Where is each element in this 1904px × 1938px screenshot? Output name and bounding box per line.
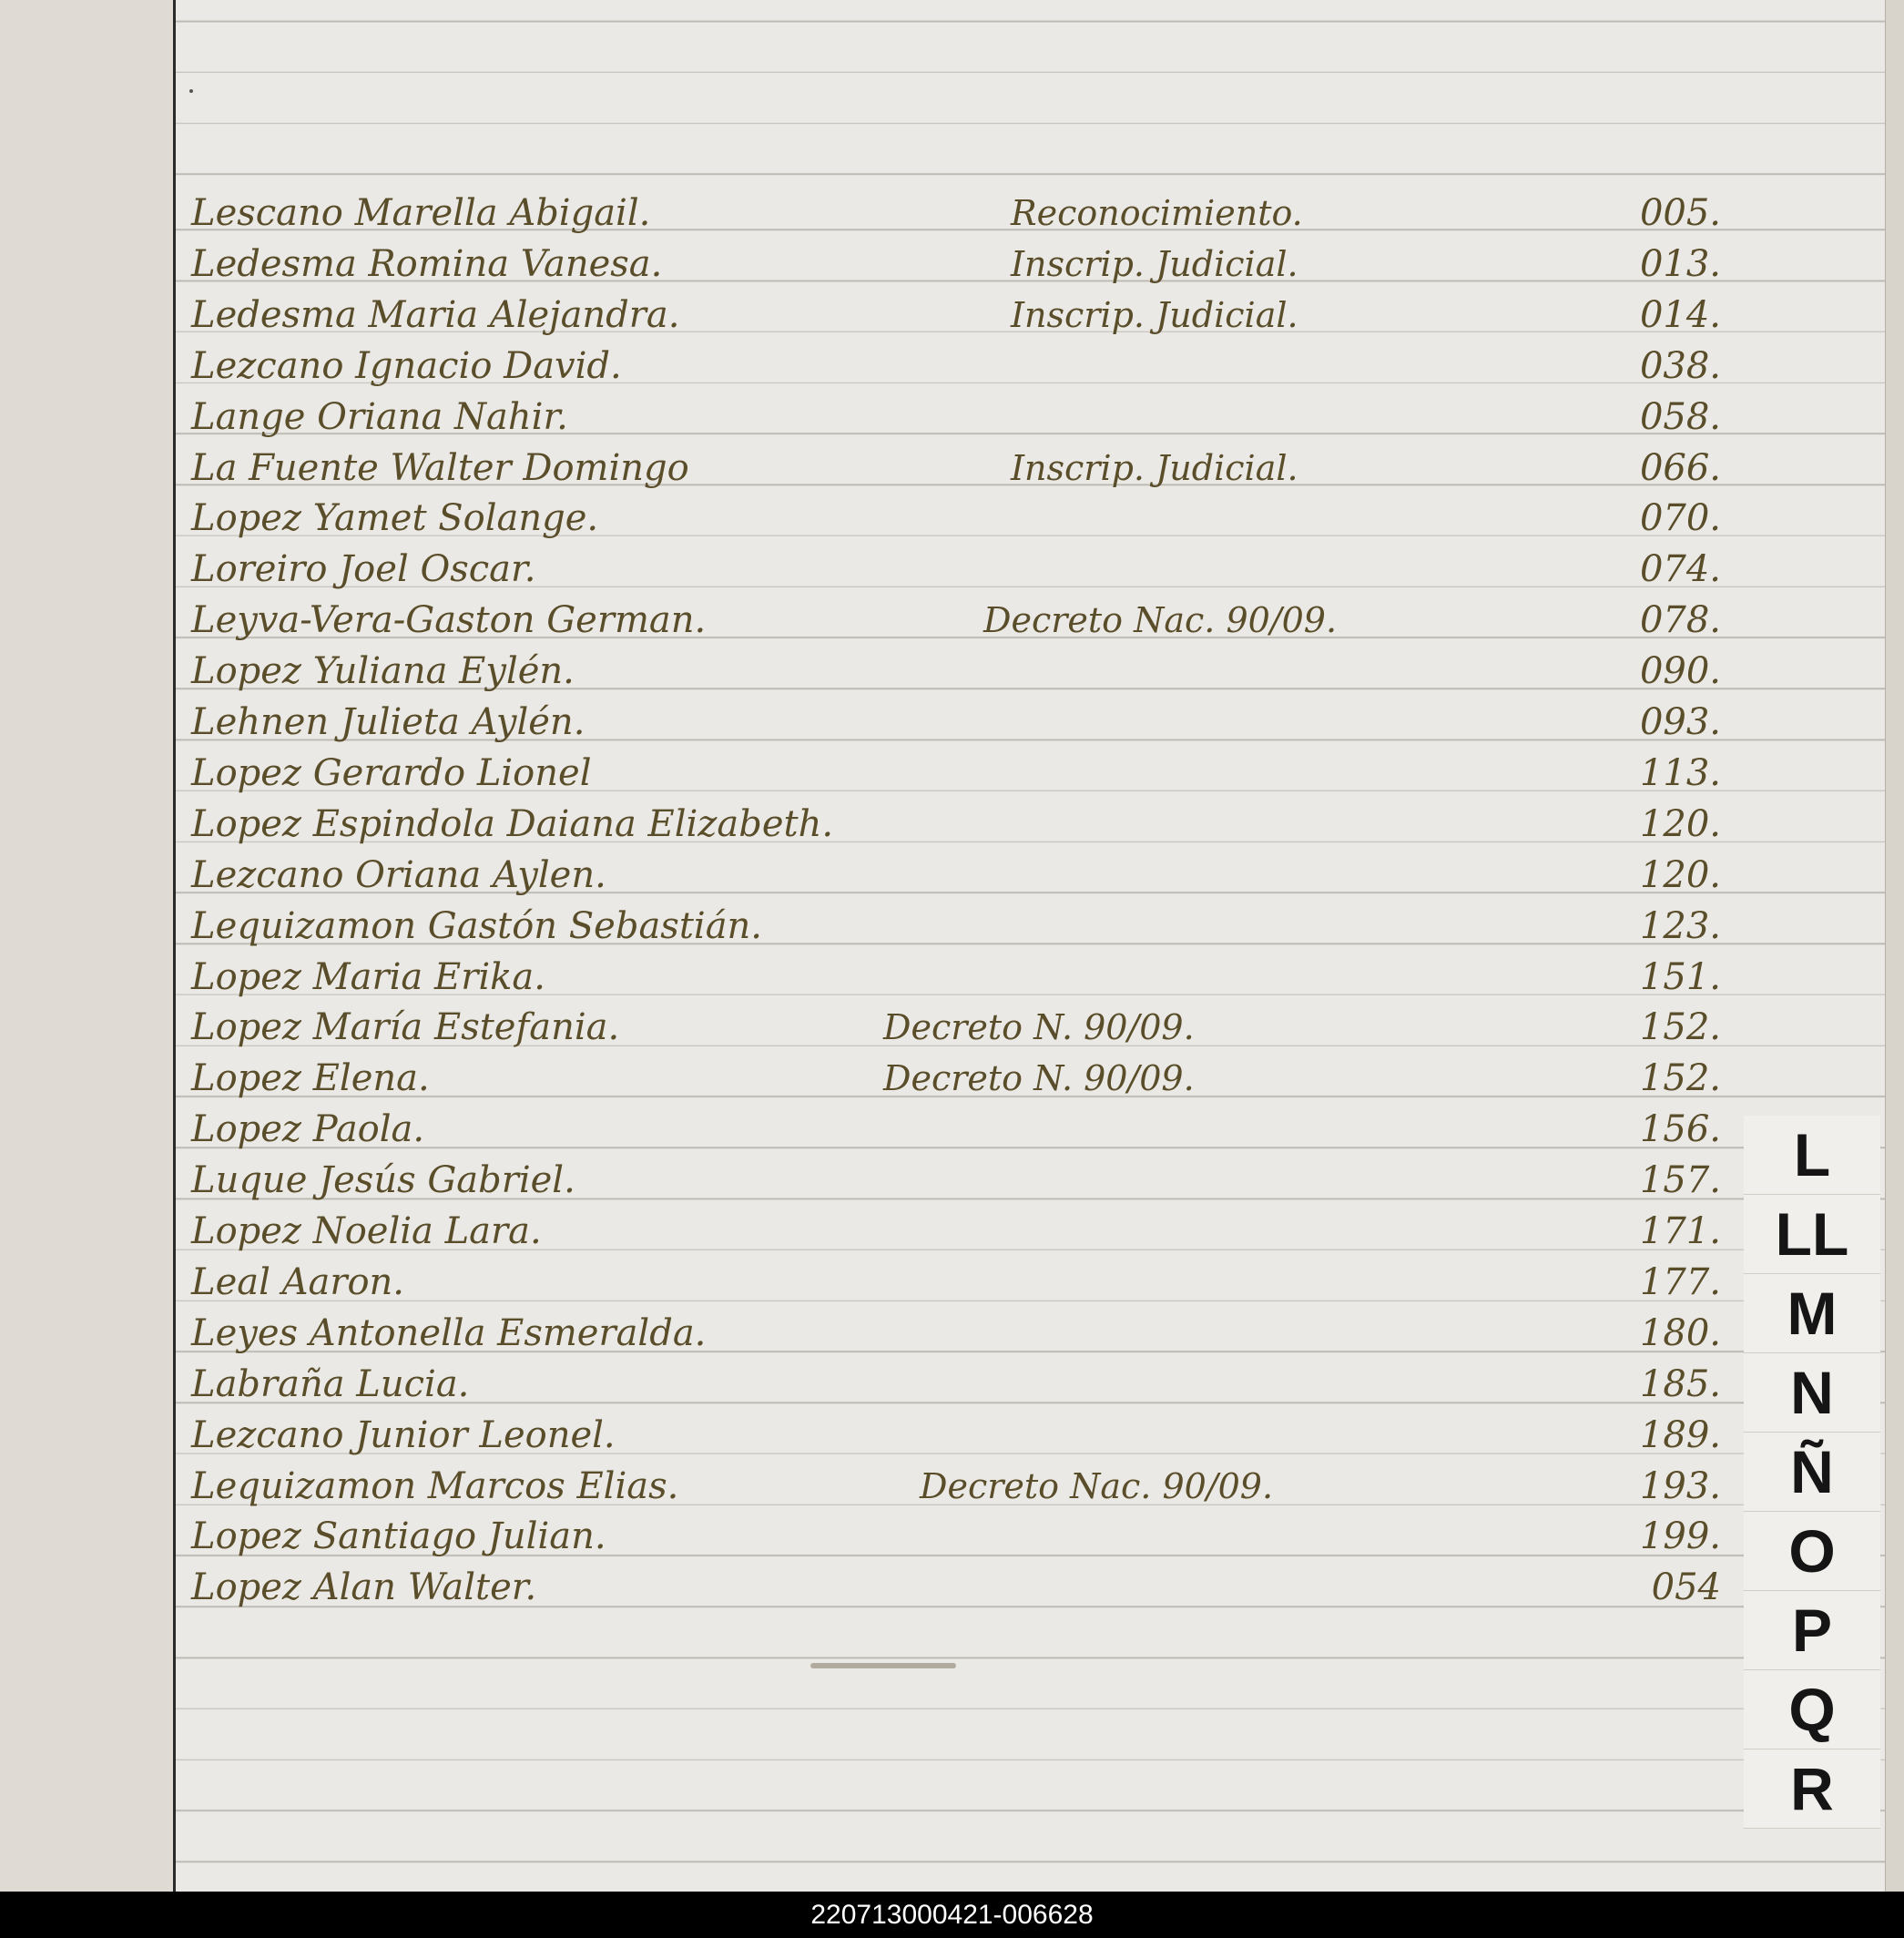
entry-number: 120. <box>1639 802 1721 845</box>
entry-number: 177. <box>1639 1260 1721 1303</box>
entry-number: 157. <box>1639 1159 1721 1202</box>
entry-name: Lopez Espindola Daiana Elizabeth. <box>191 802 834 845</box>
entry-name: Leyva-Vera-Gaston German. <box>191 599 707 642</box>
entry-name: Lopez María Estefania. <box>191 1006 620 1049</box>
entry-name: Ledesma Romina Vanesa. <box>191 242 663 285</box>
entry-name: Loreiro Joel Oscar. <box>191 548 536 591</box>
entry-row <box>191 341 1748 392</box>
entry-name: Leal Aaron. <box>191 1260 405 1303</box>
entry-row <box>191 1257 1748 1308</box>
index-tab-n[interactable]: N <box>1744 1353 1880 1433</box>
index-tab-q[interactable]: Q <box>1744 1670 1880 1749</box>
entry-note: Decreto N. 90/09. <box>883 1007 1195 1048</box>
entry-row <box>191 290 1748 341</box>
entry-row <box>191 1562 1748 1613</box>
entry-row <box>191 443 1748 494</box>
entry-note: Inscrip. Judicial. <box>1011 243 1298 284</box>
entry-name: Lopez Yuliana Eylén. <box>191 650 575 693</box>
entry-number: 078. <box>1639 599 1721 642</box>
index-tab-ll[interactable]: LL <box>1744 1195 1880 1274</box>
entry-number: 156. <box>1639 1108 1721 1151</box>
entry-name: Lezcano Ignacio David. <box>191 344 622 387</box>
entry-name: Ledesma Maria Alejandra. <box>191 293 680 336</box>
entry-number: 120. <box>1639 853 1721 896</box>
entry-row <box>191 799 1748 850</box>
entry-name: Lequizamon Marcos Elias. <box>191 1464 679 1507</box>
entry-row <box>191 239 1748 290</box>
entry-row <box>191 188 1748 239</box>
entry-number: 171. <box>1639 1210 1721 1252</box>
entry-name: Leyes Antonella Esmeralda. <box>191 1311 707 1354</box>
entry-number: 180. <box>1639 1311 1721 1354</box>
entry-row <box>191 646 1748 697</box>
entry-name: Lopez Maria Erika. <box>191 955 545 998</box>
entry-number: 058. <box>1639 395 1721 438</box>
index-tab-p[interactable]: P <box>1744 1591 1880 1670</box>
entry-row <box>191 697 1748 748</box>
entry-number: 093. <box>1639 701 1721 743</box>
entry-name: Lopez Santiago Julian. <box>191 1515 606 1558</box>
entry-number: 123. <box>1639 904 1721 947</box>
entry-number: 185. <box>1639 1362 1721 1405</box>
entry-name: Lehnen Julieta Aylén. <box>191 701 585 743</box>
entry-row <box>191 1308 1748 1359</box>
entry-number: 013. <box>1639 242 1721 285</box>
entry-name: Labraña Lucia. <box>191 1362 470 1405</box>
entry-number: 193. <box>1639 1464 1721 1507</box>
entry-name: Lopez Alan Walter. <box>191 1566 537 1609</box>
index-tab-enye[interactable]: Ñ <box>1744 1433 1880 1512</box>
entry-note: Decreto N. 90/09. <box>883 1058 1195 1099</box>
entry-name: Luque Jesús Gabriel. <box>191 1159 575 1202</box>
entry-number: 113. <box>1639 751 1721 794</box>
entry-number: 070. <box>1639 497 1721 540</box>
entry-row <box>191 1104 1748 1155</box>
entry-name: Lezcano Junior Leonel. <box>191 1413 616 1456</box>
entry-number: 074. <box>1639 548 1721 591</box>
index-tab-l[interactable]: L <box>1744 1116 1880 1195</box>
entry-row <box>191 748 1748 799</box>
entry-number: 090. <box>1639 650 1721 693</box>
entry-row <box>191 1155 1748 1206</box>
entry-number: 152. <box>1639 1057 1721 1100</box>
entry-row <box>191 1461 1748 1512</box>
entry-row <box>191 952 1748 1003</box>
entry-number: 005. <box>1639 192 1721 234</box>
entry-row <box>191 493 1748 544</box>
entry-row <box>191 392 1748 443</box>
entry-row <box>191 1410 1748 1461</box>
entry-row <box>191 1206 1748 1257</box>
entry-row <box>191 544 1748 595</box>
entry-number: 066. <box>1639 446 1721 489</box>
entry-row <box>191 1511 1748 1562</box>
index-tab-o[interactable]: O <box>1744 1512 1880 1591</box>
entry-note: Reconocimiento. <box>1011 193 1303 233</box>
index-tab-m[interactable]: M <box>1744 1274 1880 1353</box>
entry-note: Decreto Nac. 90/09. <box>983 600 1338 641</box>
footer-id: 220713000421-006628 <box>0 1892 1904 1938</box>
entry-name: Lopez Yamet Solange. <box>191 497 599 540</box>
entry-name: Lopez Noelia Lara. <box>191 1210 542 1252</box>
entry-row <box>191 595 1748 646</box>
entry-number: 014. <box>1639 293 1721 336</box>
entry-number: 152. <box>1639 1006 1721 1049</box>
entry-name: Lescano Marella Abigail. <box>191 192 651 234</box>
entry-row <box>191 1002 1748 1053</box>
entry-number: 189. <box>1639 1413 1721 1456</box>
entry-note: Inscrip. Judicial. <box>1011 294 1298 335</box>
entry-name: La Fuente Walter Domingo <box>191 446 689 489</box>
alphabet-index-tabs <box>1744 1116 1889 1829</box>
entry-row <box>191 1359 1748 1410</box>
entry-name: Lequizamon Gastón Sebastián. <box>191 904 763 947</box>
entry-name: Lopez Gerardo Lionel <box>191 751 592 794</box>
entry-number: 151. <box>1639 955 1721 998</box>
entry-number: 038. <box>1639 344 1721 387</box>
entry-note: Inscrip. Judicial. <box>1011 447 1298 488</box>
entry-number: 199. <box>1639 1515 1721 1558</box>
entry-name: Lezcano Oriana Aylen. <box>191 853 606 896</box>
entry-row <box>191 850 1748 901</box>
entry-number: 054 <box>1651 1566 1721 1609</box>
entry-note: Decreto Nac. 90/09. <box>920 1465 1274 1506</box>
entry-name: Lopez Elena. <box>191 1057 430 1100</box>
entry-name: Lange Oriana Nahir. <box>191 395 568 438</box>
entry-row <box>191 901 1748 952</box>
entry-name: Lopez Paola. <box>191 1108 425 1151</box>
entry-row <box>191 1053 1748 1104</box>
index-tab-r[interactable]: R <box>1744 1749 1880 1829</box>
